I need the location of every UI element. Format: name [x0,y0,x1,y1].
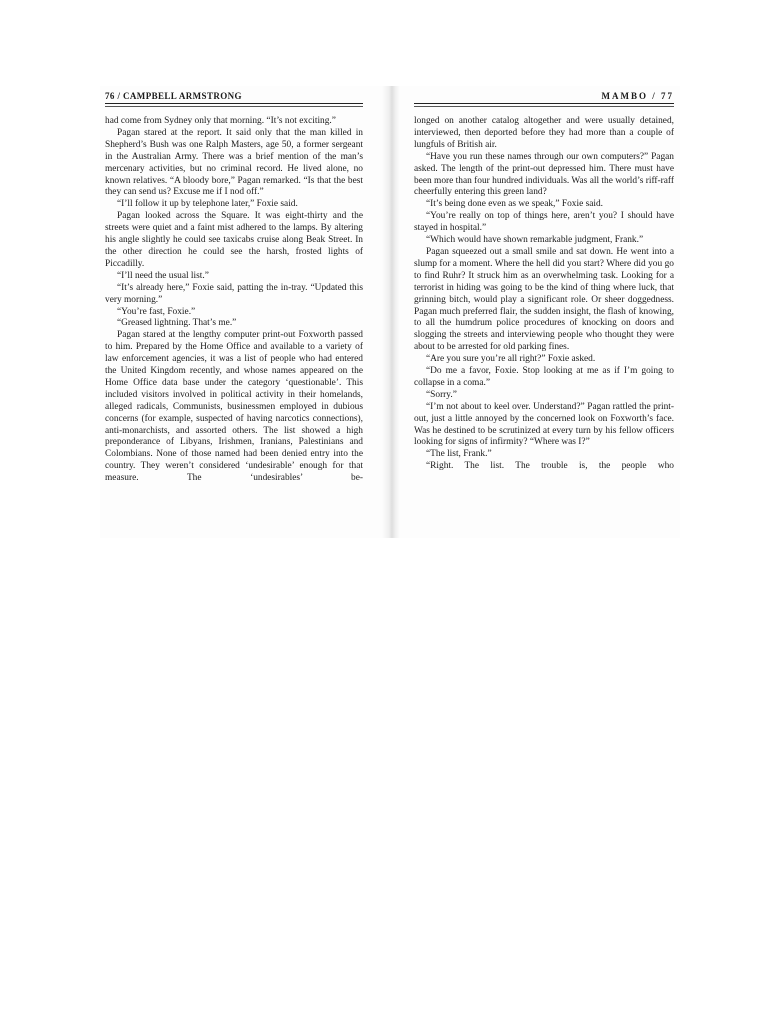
paragraph: “The list, Frank.” [426,449,492,460]
paragraph: “You’re really on top of things here, aren’t you? I should have stayed in hospital.” [414,211,674,234]
paragraph: “I’ll need the usual list.” [117,270,209,281]
paragraph: “Right. The list. The trouble is, the people who [426,461,674,472]
paragraph: “Have you run these names through our own computers?” Pagan asked. The length of the print-out depressed him. There must have been more than four hundred individuals. Was all the world’s riff-raff cheerfully entering this green land? [414,151,674,198]
right-running-head: MAMBO / 77 [414,90,674,104]
paragraph: “Sorry.” [426,389,457,400]
paragraph: Pagan stared at the report. It said only that the man killed in Shepherd’s Bush was one Ralph Masters, age 50, a former sergeant in the Australian Army. There was a brief mention of the man’s mercenary activities, but no criminal record. He lived alone, no known relatives. “A bloody bore,” Pagan remarked. “Is that the best they can send us? Excuse me if I nod off.” [105,127,363,198]
left-page [105,90,363,485]
paragraph: Pagan looked across the Square. It was eight-thirty and the streets were quiet and a faint mist adhered to the lamps. By altering his angle slightly he could see taxicabs cruise along Beak Street. In the other direction he could see the harsh, frosted lights of Piccadilly. [105,211,363,269]
paragraph: “Do me a favor, Foxie. Stop looking at me as if I’m going to collapse in a coma.” [414,366,674,388]
paragraph: Pagan squeezed out a small smile and sat down. He went into a slump for a moment. Where the hell did you start? Where did you go to find Ruhr? It struck him as an overwhelming task. Looking for a terrorist in hiding was going to be the kind of thing where luck, that grinning bitch, would play a significant role. Or sheer doggedness. Pagan much preferred flair, the sudden insight, the flash of knowing, to all the humdrum police procedures of knocking on doors and slogging the streets and interviewing people who thought they were about to be arrested for old parking fines. [414,246,674,353]
paragraph: “I’ll follow it up by telephone later,” Foxie said. [117,199,298,210]
paragraph: “Which would have shown remarkable judgment, Frank.” [426,235,644,246]
book-gutter [382,86,400,538]
right-page-text [414,116,674,473]
paragraph: longed on another catalog altogether and were usually detained, interviewed, then deported before they had more than a couple of lungfuls of British air. [414,116,674,150]
right-page [414,90,674,473]
paragraph: had come from Sydney only that morning. “It’s not exciting.” [105,116,336,126]
paragraph: “Greased lightning. That’s me.” [117,318,237,329]
paragraph: “You’re fast, Foxie.” [117,306,196,317]
paragraph: Pagan stared at the lengthy computer print-out Foxworth passed to him. Prepared by the Home Office and available to a variety of law enforcement agencies, it was a list of people who had entered the United Kingdom recently, and whose names appeared on the Home Office data base under the category ‘questionable’. This included visitors involved in political activity in their homelands, alleged radicals, Communists, businessmen employed in dubious concerns (for example, suspected of having narcotics connections), anti-monarchists, and assorted others. The list showed a high preponderance of Libyans, Irishmen, Iranians, Palestinians and Colombians. None of those named had been denied entry into the country. They weren’t considered ‘undesirable’ enough for that measure. The ‘undesirables’ be- [105,330,363,484]
paragraph: “It’s already here,” Foxie said, patting the in-tray. “Updated this very morning.” [105,282,363,305]
paragraph: “It’s being done even as we speak,” Foxie said. [426,199,604,210]
paragraph: “I’m not about to keel over. Understand?” Pagan rattled the print-out, just a little annoyed by the concerned look on Foxworth’s face. Was he destined to be scrutinized at every turn by his fellow officers looking for signs of infirmity? “Where was I?” [414,401,674,448]
paragraph: “Are you sure you’re all right?” Foxie asked. [426,354,596,365]
left-page-text [105,116,363,485]
left-running-head: 76 / CAMPBELL ARMSTRONG [105,90,363,104]
